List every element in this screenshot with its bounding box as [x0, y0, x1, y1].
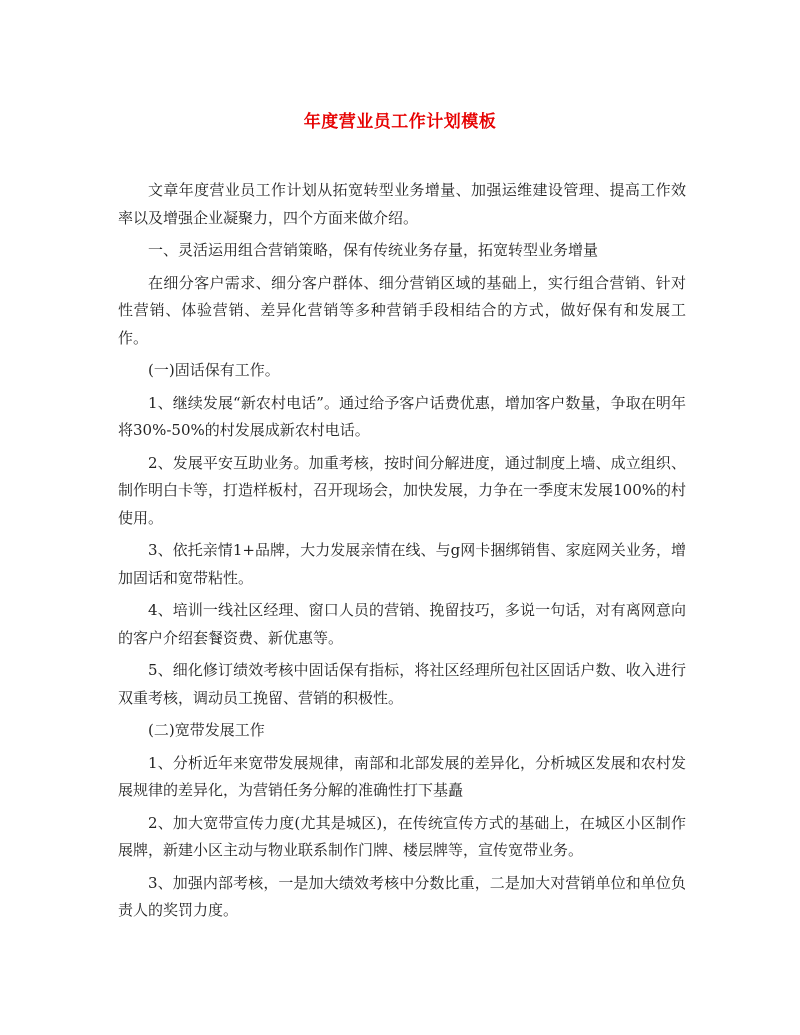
subsection-heading-landline: (一)固话保有工作。: [148, 361, 280, 379]
list-item: 4、培训一线社区经理、窗口人员的营销、挽留技巧，多说一句话，对有离网意向的客户介绍套餐资费、新优惠等。: [118, 601, 686, 647]
section-heading-1: 一、灵活运用组合营销策略，保有传统业务存量，拓宽转型业务增量: [148, 241, 599, 259]
document-title: 年度营业员工作计划模板: [303, 112, 497, 132]
list-item: 1、继续发展“新农村电话”。通过给予客户话费优惠，增加客户数量，争取在明年将30%-50%的村发展成新农村电话。: [118, 393, 686, 439]
paragraph: 在细分客户需求、细分客户群体、细分营销区域的基础上，实行组合营销、针对性营销、体验营销、差异化营销等多种营销手段相结合的方式，做好保有和发展工作。: [118, 273, 686, 347]
paragraph-intro: 文章年度营业员工作计划从拓宽转型业务增量、加强运维建设管理、提高工作效率以及增强企业凝聚力，四个方面来做介绍。: [118, 181, 686, 227]
list-item: 2、加大宽带宣传力度(尤其是城区)，在传统宣传方式的基础上，在城区小区制作展牌，新建小区主动与物业联系制作门牌、楼层牌等，宣传宽带业务。: [118, 813, 686, 859]
list-item: 2、发展平安互助业务。加重考核，按时间分解进度，通过制度上墙、成立组织、制作明白卡等，打造样板村，召开现场会，加快发展，力争在一季度末发展100%的村使用。: [118, 453, 686, 527]
list-item: 3、加强内部考核，一是加大绩效考核中分数比重，二是加大对营销单位和单位负责人的奖罚力度。: [118, 873, 686, 919]
document-body: [118, 177, 686, 925]
subsection-heading-broadband: (二)宽带发展工作: [148, 721, 265, 739]
list-item: 5、细化修订绩效考核中固话保有指标，将社区经理所包社区固话户数、收入进行双重考核，调动员工挽留、营销的积极性。: [118, 661, 686, 707]
list-item: 1、分析近年来宽带发展规律，南部和北部发展的差异化，分析城区发展和农村发展规律的差异化，为营销任务分解的准确性打下基矗: [118, 753, 686, 799]
list-item: 3、依托亲情1+品牌，大力发展亲情在线、与g网卡捆绑销售、家庭网关业务，增加固话和宽带粘性。: [118, 541, 686, 587]
